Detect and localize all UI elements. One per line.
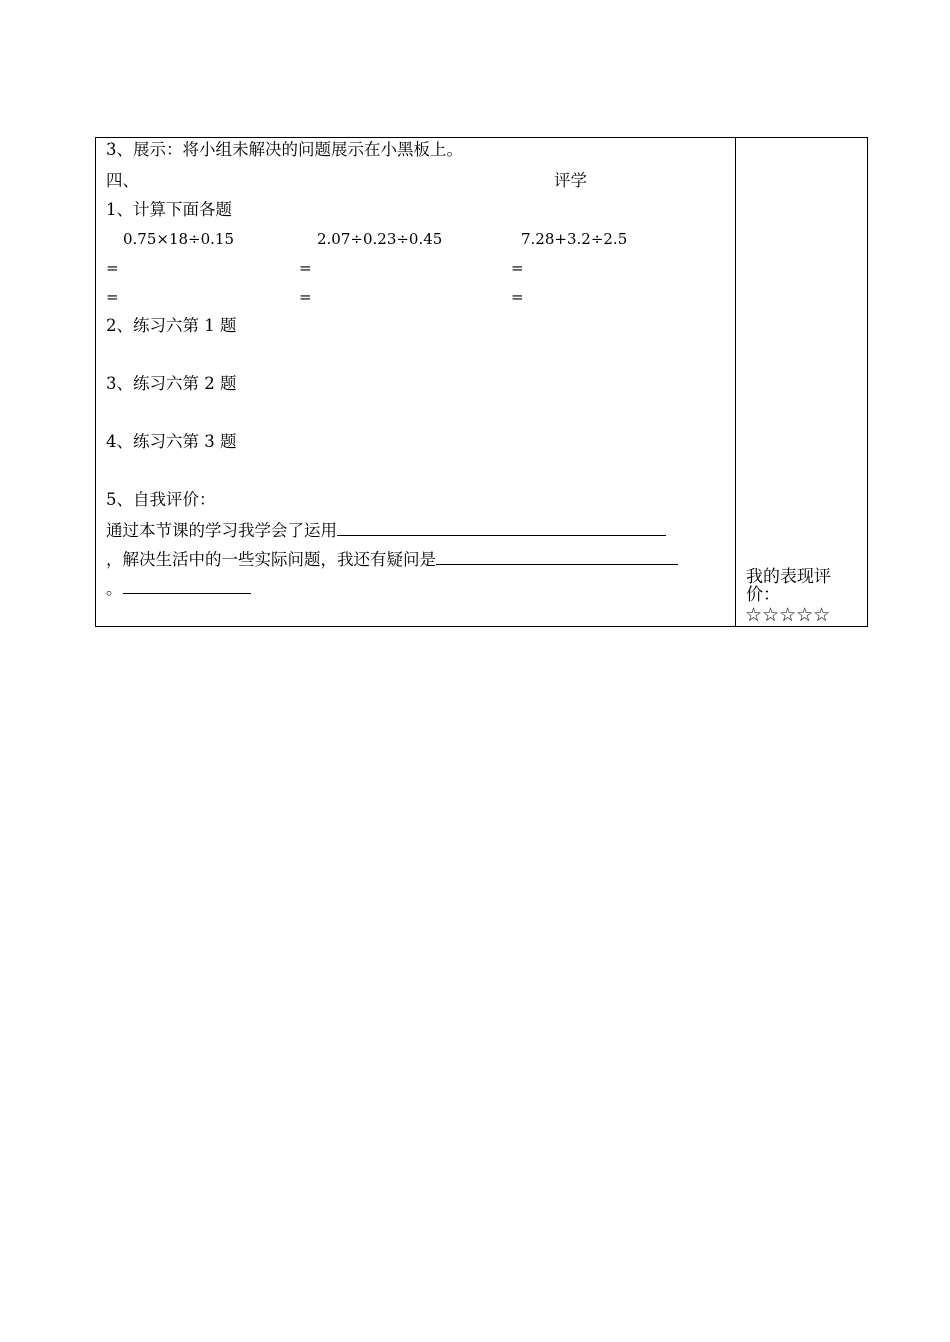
worksheet-table: [95, 137, 868, 627]
equals-2a: =: [299, 259, 312, 277]
expression-2: 2.07÷0.23÷0.45: [317, 230, 443, 248]
self-eval-text-3: 。: [106, 579, 123, 598]
equals-3b: =: [511, 288, 524, 306]
self-eval-line-3: [106, 577, 251, 599]
section-four-heading: 四、: [106, 171, 139, 190]
expression-3: 7.28+3.2÷2.5: [521, 230, 628, 248]
self-eval-line-1: [106, 519, 666, 541]
answer-blank-3[interactable]: [123, 577, 251, 594]
question-2: 2、练习六第 1 题: [106, 316, 237, 335]
display-instruction: 3、展示：将小组未解决的问题展示在小黑板上。: [106, 140, 463, 159]
question-5-title: 5、自我评价：: [106, 490, 216, 509]
equals-2b: =: [299, 288, 312, 306]
rating-stars[interactable]: ☆☆☆☆☆: [745, 604, 831, 626]
column-divider: [735, 138, 736, 626]
equals-1b: =: [106, 288, 119, 306]
equals-3a: =: [511, 259, 524, 277]
equals-1a: =: [106, 259, 119, 277]
answer-blank-1[interactable]: [337, 519, 666, 536]
self-eval-line-2: [106, 548, 678, 570]
question-1-title: 1、计算下面各题: [106, 200, 232, 219]
self-eval-text-2: ，解决生活中的一些实际问题，我还有疑问是: [106, 550, 436, 569]
section-four-right-heading: 评学: [554, 171, 587, 190]
question-4: 4、练习六第 3 题: [106, 432, 237, 451]
expression-1: 0.75×18÷0.15: [123, 230, 235, 248]
performance-rating-label: 我的表现评价：: [746, 567, 831, 605]
question-3: 3、练习六第 2 题: [106, 374, 237, 393]
self-eval-text-1: 通过本节课的学习我学会了运用: [106, 521, 337, 540]
answer-blank-2[interactable]: [436, 548, 678, 565]
